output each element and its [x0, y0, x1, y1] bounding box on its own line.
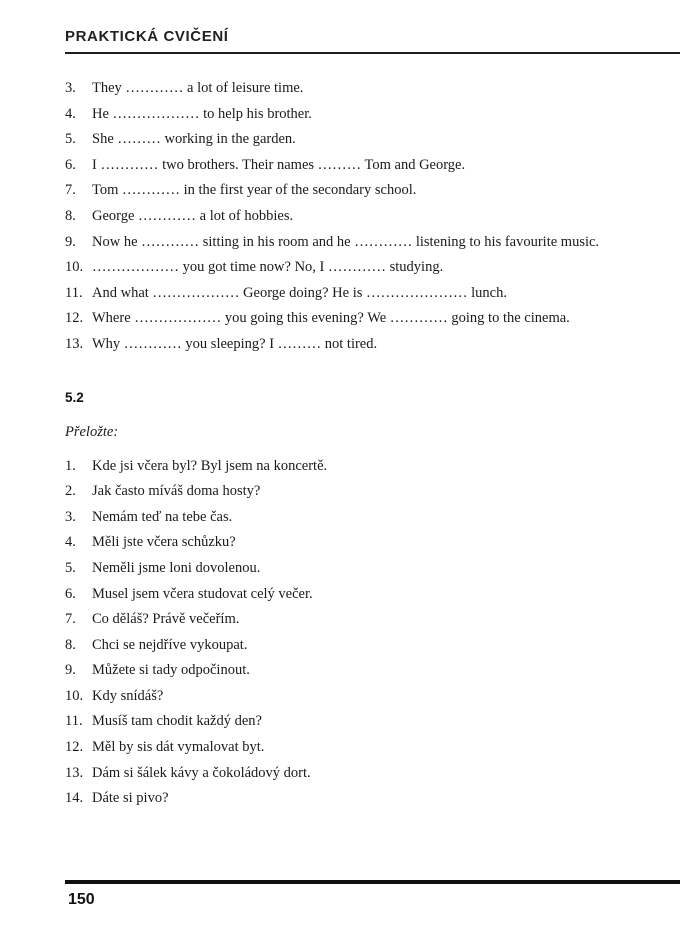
exercise-item — [65, 178, 680, 204]
item-number: 11. — [65, 713, 83, 730]
page-header-title: PRAKTICKÁ CVIČENÍ — [65, 28, 229, 45]
exercise-item — [65, 607, 680, 633]
item-number: 10. — [65, 687, 84, 704]
exercise-item — [65, 530, 680, 556]
item-number: 9. — [65, 662, 76, 679]
exercise-item — [65, 204, 680, 230]
item-number: 4. — [65, 105, 76, 122]
exercise-item — [65, 281, 680, 307]
item-number: 5. — [65, 131, 76, 148]
item-text: I ………… two brothers. Their names ……… Tom and George. — [92, 156, 466, 173]
item-text: Tom ………… in the first year of the secondary school. — [92, 182, 417, 199]
item-text: Kde jsi včera byl? Byl jsem na koncertě. — [92, 457, 328, 474]
item-number: 10. — [65, 259, 84, 276]
item-text: Co děláš? Právě večeřím. — [92, 611, 240, 628]
item-text: Dáte si pivo? — [92, 790, 169, 807]
exercise-item — [65, 102, 680, 128]
item-number: 7. — [65, 182, 76, 199]
item-text: Where ……………… you going this evening? We ………… going to the cinema. — [92, 310, 570, 327]
exercise-item — [65, 153, 680, 179]
item-number: 12. — [65, 310, 84, 327]
item-text: Musel jsem včera studovat celý večer. — [92, 585, 313, 602]
item-number: 9. — [65, 233, 76, 250]
exercise-czech-list — [65, 454, 680, 812]
item-number: 13. — [65, 764, 84, 781]
item-number: 4. — [65, 534, 76, 551]
exercise-item — [65, 332, 680, 358]
item-number: 6. — [65, 585, 76, 602]
page-header — [65, 28, 680, 54]
item-number: 5. — [65, 559, 76, 576]
item-text: And what ……………… George doing? He is ………………… lunch. — [92, 284, 507, 301]
item-text: She ……… working in the garden. — [92, 131, 296, 148]
exercise-english-list — [65, 76, 680, 358]
exercise-item — [65, 454, 680, 480]
exercise-item — [65, 479, 680, 505]
page-number: 150 — [68, 891, 95, 908]
exercise-item — [65, 735, 680, 761]
item-text: Chci se nejdříve vykoupat. — [92, 636, 248, 653]
item-text: Musíš tam chodit každý den? — [92, 713, 262, 730]
item-text: Kdy snídáš? — [92, 687, 164, 704]
item-number: 3. — [65, 508, 76, 525]
page-footer — [65, 880, 680, 909]
exercise-item — [65, 505, 680, 531]
item-number: 2. — [65, 483, 76, 500]
exercise-item — [65, 127, 680, 153]
item-text: Jak často míváš doma hosty? — [92, 483, 261, 500]
item-text: Nemám teď na tebe čas. — [92, 508, 233, 525]
item-number: 1. — [65, 457, 76, 474]
section-number: 5.2 — [65, 389, 84, 405]
item-text: Měl by sis dát vymalovat byt. — [92, 739, 265, 756]
item-text: Můžete si tady odpočinout. — [92, 662, 250, 679]
exercise-item — [65, 306, 680, 332]
item-text: Měli jste včera schůzku? — [92, 534, 236, 551]
exercise-item — [65, 556, 680, 582]
exercise-item — [65, 582, 680, 608]
exercise-item — [65, 658, 680, 684]
item-number: 13. — [65, 335, 84, 352]
item-number: 6. — [65, 156, 76, 173]
item-text: He ……………… to help his brother. — [92, 105, 312, 122]
exercise-item — [65, 255, 680, 281]
page-content — [65, 76, 680, 812]
item-number: 7. — [65, 611, 76, 628]
item-text: They ………… a lot of leisure time. — [92, 80, 304, 96]
exercise-item — [65, 76, 680, 102]
exercise-item — [65, 709, 680, 735]
item-text: Neměli jsme loni dovolenou. — [92, 559, 261, 576]
item-text: George ………… a lot of hobbies. — [92, 207, 294, 224]
item-number: 8. — [65, 207, 76, 224]
exercise-item — [65, 684, 680, 710]
item-number: 3. — [65, 80, 76, 96]
item-number: 8. — [65, 636, 76, 653]
section-instruction: Přeložte: — [65, 423, 119, 440]
exercise-item — [65, 761, 680, 787]
exercise-item — [65, 230, 680, 256]
item-number: 14. — [65, 790, 84, 807]
exercise-item — [65, 786, 680, 812]
item-number: 12. — [65, 739, 84, 756]
item-text: ……………… you got time now? No, I ………… studying. — [92, 259, 444, 276]
item-text: Now he ………… sitting in his room and he ………… listening to his favourite music. — [92, 233, 600, 250]
exercise-item — [65, 633, 680, 659]
item-number: 11. — [65, 284, 83, 301]
item-text: Why ………… you sleeping? I ……… not tired. — [92, 335, 378, 352]
item-text: Dám si šálek kávy a čokoládový dort. — [92, 764, 311, 781]
